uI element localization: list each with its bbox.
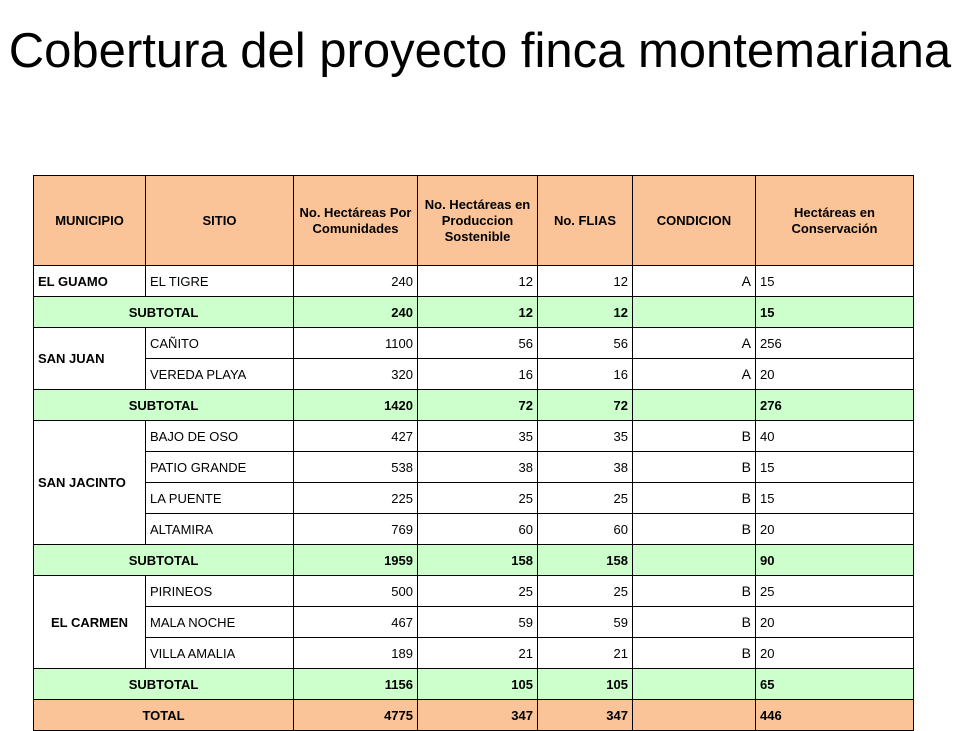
sitio-cell: VILLA AMALIA (146, 638, 294, 669)
table-row (34, 266, 914, 297)
condicion-cell: A (633, 266, 756, 297)
sitio-cell: LA PUENTE (146, 483, 294, 514)
condicion-cell: B (633, 514, 756, 545)
subtotal-produccion: 72 (418, 390, 538, 421)
header-municipio: MUNICIPIO (34, 176, 146, 266)
coverage-table (33, 175, 914, 731)
total-label: TOTAL (34, 700, 294, 731)
municipio-cell: EL GUAMO (34, 266, 146, 297)
header-hectareas-comunidades: No. Hectáreas Por Comunidades (294, 176, 418, 266)
subtotal-condicion (633, 669, 756, 700)
hectareas-cell: 1100 (294, 328, 418, 359)
hectareas-cell: 467 (294, 607, 418, 638)
subtotal-produccion: 158 (418, 545, 538, 576)
subtotal-hectareas: 1420 (294, 390, 418, 421)
flias-cell: 38 (538, 452, 633, 483)
condicion-cell: B (633, 576, 756, 607)
condicion-cell: B (633, 638, 756, 669)
conservacion-cell: 20 (756, 607, 914, 638)
flias-cell: 59 (538, 607, 633, 638)
subtotal-produccion: 105 (418, 669, 538, 700)
subtotal-label: SUBTOTAL (34, 390, 294, 421)
conservacion-cell: 40 (756, 421, 914, 452)
subtotal-conservacion: 15 (756, 297, 914, 328)
flias-cell: 25 (538, 576, 633, 607)
produccion-cell: 25 (418, 576, 538, 607)
flias-cell: 35 (538, 421, 633, 452)
sitio-cell: PATIO GRANDE (146, 452, 294, 483)
subtotal-flias: 12 (538, 297, 633, 328)
produccion-cell: 16 (418, 359, 538, 390)
subtotal-conservacion: 276 (756, 390, 914, 421)
condicion-cell: B (633, 483, 756, 514)
municipio-cell: SAN JACINTO (34, 421, 146, 545)
sitio-cell: EL TIGRE (146, 266, 294, 297)
sitio-cell: PIRINEOS (146, 576, 294, 607)
subtotal-row (34, 545, 914, 576)
conservacion-cell: 25 (756, 576, 914, 607)
header-flias: No. FLIAS (538, 176, 633, 266)
subtotal-label: SUBTOTAL (34, 545, 294, 576)
header-sitio: SITIO (146, 176, 294, 266)
produccion-cell: 60 (418, 514, 538, 545)
flias-cell: 21 (538, 638, 633, 669)
produccion-cell: 21 (418, 638, 538, 669)
produccion-cell: 56 (418, 328, 538, 359)
flias-cell: 16 (538, 359, 633, 390)
header-condicion: CONDICION (633, 176, 756, 266)
hectareas-cell: 769 (294, 514, 418, 545)
flias-cell: 25 (538, 483, 633, 514)
sitio-cell: BAJO DE OSO (146, 421, 294, 452)
header-row (34, 176, 914, 266)
subtotal-flias: 72 (538, 390, 633, 421)
flias-cell: 56 (538, 328, 633, 359)
conservacion-cell: 15 (756, 452, 914, 483)
produccion-cell: 38 (418, 452, 538, 483)
produccion-cell: 59 (418, 607, 538, 638)
total-produccion: 347 (418, 700, 538, 731)
conservacion-cell: 15 (756, 266, 914, 297)
subtotal-flias: 158 (538, 545, 633, 576)
subtotal-hectareas: 240 (294, 297, 418, 328)
subtotal-produccion: 12 (418, 297, 538, 328)
subtotal-row (34, 669, 914, 700)
subtotal-condicion (633, 390, 756, 421)
sitio-cell: VEREDA PLAYA (146, 359, 294, 390)
conservacion-cell: 20 (756, 638, 914, 669)
total-conservacion: 446 (756, 700, 914, 731)
table-row (34, 576, 914, 607)
table-row (34, 607, 914, 638)
total-condicion (633, 700, 756, 731)
conservacion-cell: 20 (756, 514, 914, 545)
subtotal-hectareas: 1156 (294, 669, 418, 700)
table-row (34, 638, 914, 669)
condicion-cell: A (633, 359, 756, 390)
total-row (34, 700, 914, 731)
produccion-cell: 12 (418, 266, 538, 297)
subtotal-condicion (633, 297, 756, 328)
conservacion-cell: 20 (756, 359, 914, 390)
total-hectareas: 4775 (294, 700, 418, 731)
subtotal-row (34, 297, 914, 328)
hectareas-cell: 240 (294, 266, 418, 297)
subtotal-conservacion: 90 (756, 545, 914, 576)
condicion-cell: B (633, 607, 756, 638)
subtotal-label: SUBTOTAL (34, 669, 294, 700)
subtotal-row (34, 390, 914, 421)
subtotal-conservacion: 65 (756, 669, 914, 700)
hectareas-cell: 189 (294, 638, 418, 669)
table-row (34, 421, 914, 452)
hectareas-cell: 538 (294, 452, 418, 483)
hectareas-cell: 500 (294, 576, 418, 607)
subtotal-hectareas: 1959 (294, 545, 418, 576)
sitio-cell: MALA NOCHE (146, 607, 294, 638)
table-row (34, 328, 914, 359)
table-row (34, 483, 914, 514)
condicion-cell: A (633, 328, 756, 359)
condicion-cell: B (633, 421, 756, 452)
hectareas-cell: 320 (294, 359, 418, 390)
hectareas-cell: 427 (294, 421, 418, 452)
flias-cell: 60 (538, 514, 633, 545)
table-row (34, 514, 914, 545)
municipio-cell: SAN JUAN (34, 328, 146, 390)
conservacion-cell: 256 (756, 328, 914, 359)
header-conservacion: Hectáreas en Conservación (756, 176, 914, 266)
produccion-cell: 35 (418, 421, 538, 452)
header-hectareas-produccion: No. Hectáreas en Produccion Sostenible (418, 176, 538, 266)
municipio-cell: EL CARMEN (34, 576, 146, 669)
table-row (34, 452, 914, 483)
subtotal-flias: 105 (538, 669, 633, 700)
subtotal-label: SUBTOTAL (34, 297, 294, 328)
conservacion-cell: 15 (756, 483, 914, 514)
sitio-cell: CAÑITO (146, 328, 294, 359)
produccion-cell: 25 (418, 483, 538, 514)
hectareas-cell: 225 (294, 483, 418, 514)
total-flias: 347 (538, 700, 633, 731)
table-row (34, 359, 914, 390)
flias-cell: 12 (538, 266, 633, 297)
sitio-cell: ALTAMIRA (146, 514, 294, 545)
subtotal-condicion (633, 545, 756, 576)
condicion-cell: B (633, 452, 756, 483)
page-title: Cobertura del proyecto finca montemariana (8, 24, 952, 78)
